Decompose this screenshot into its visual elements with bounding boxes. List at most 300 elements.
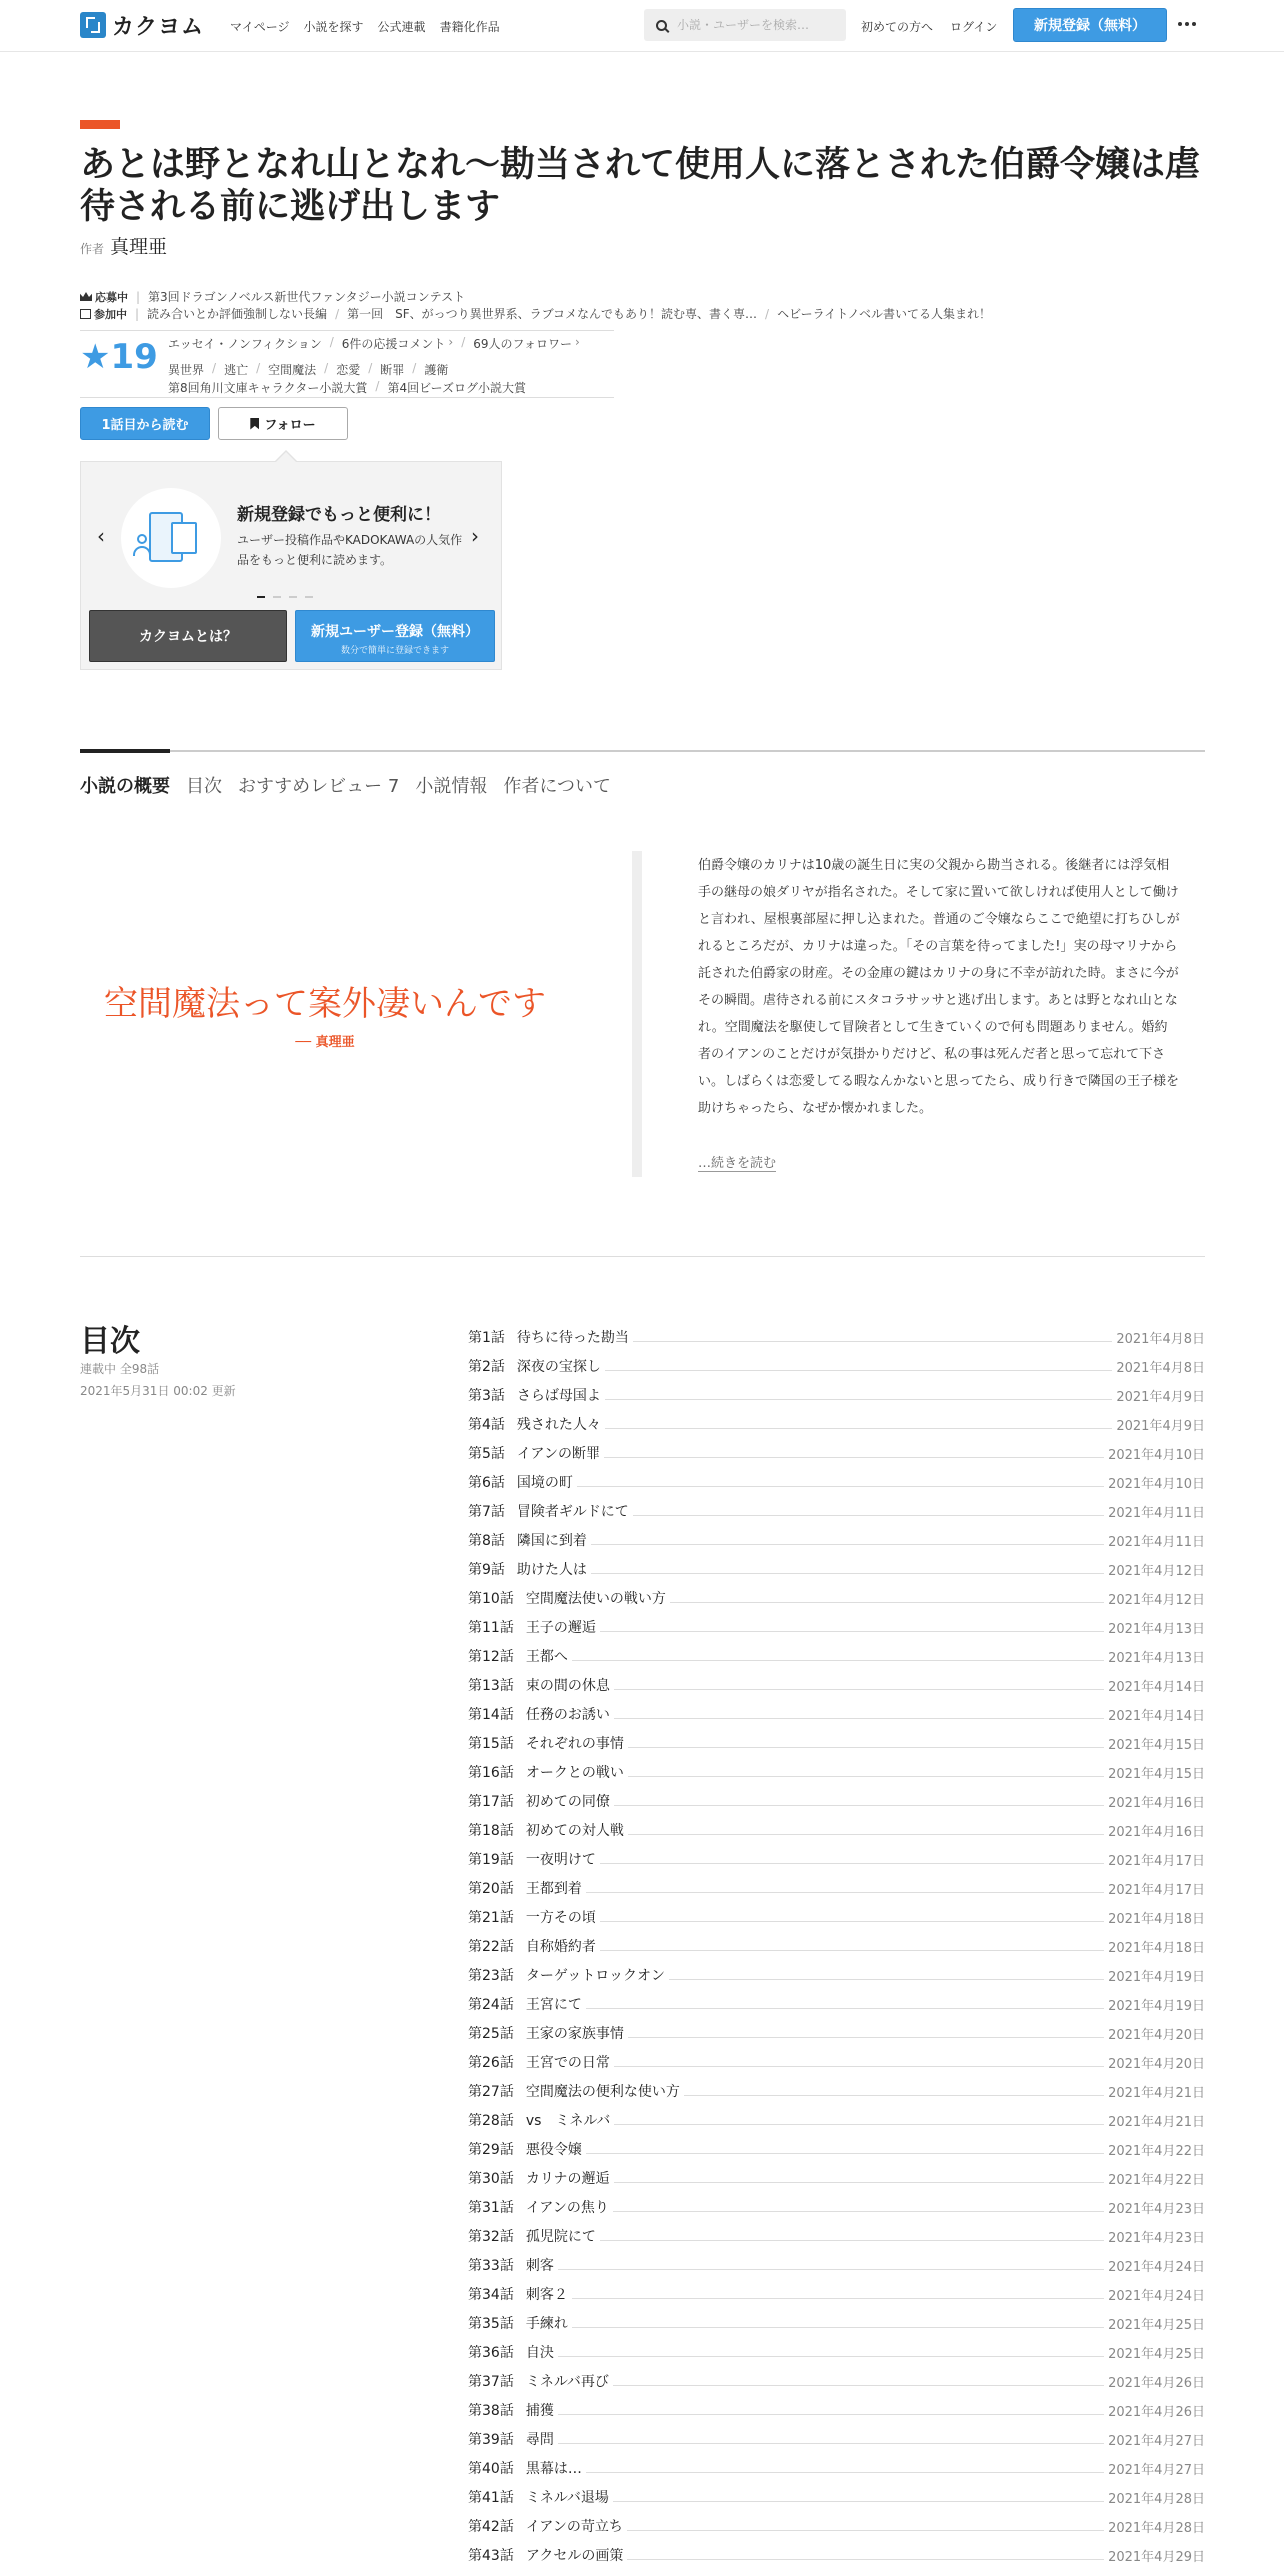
episode-title[interactable]: 手練れ (525, 2316, 568, 2332)
episode-leader-line (628, 1834, 1104, 1835)
episode-number: 第33話 (468, 2258, 514, 2274)
episode-title[interactable]: 初めての同僚 (525, 1794, 610, 1810)
episode-leader-line (614, 2066, 1104, 2067)
episode-date: 2021年4月18日 (1108, 1912, 1205, 1927)
section-divider (80, 1256, 1205, 1257)
episode-leader-line (572, 2327, 1104, 2328)
episode-title[interactable]: ターゲットロックオン (525, 1968, 665, 1984)
episode-row[interactable] (468, 2275, 1205, 2304)
episode-row[interactable] (468, 2043, 1205, 2072)
episode-row[interactable] (468, 2362, 1205, 2391)
carousel-dot[interactable] (289, 596, 297, 598)
episode-number: 第38話 (468, 2403, 514, 2419)
episode-date: 2021年4月28日 (1108, 2521, 1205, 2536)
episode-number: 第29話 (468, 2142, 514, 2158)
read-first-episode-button[interactable]: 1話目から読む (80, 407, 210, 440)
episode-date: 2021年4月13日 (1108, 1651, 1205, 1666)
search-input[interactable] (677, 18, 837, 32)
episode-leader-line (613, 2501, 1104, 2502)
catchphrase: 空間魔法って案外凄いんです (104, 984, 546, 1024)
logo-text: カクヨム (112, 14, 205, 40)
toc-heading: 目次 (80, 1324, 140, 1359)
episode-title[interactable]: 王宮での日常 (525, 2055, 610, 2071)
chevron-right-icon: › (448, 335, 454, 349)
episode-number: 第15話 (468, 1736, 514, 1752)
episode-number: 第1話 (468, 1330, 505, 1346)
header-nav (230, 18, 500, 35)
episode-date: 2021年4月27日 (1108, 2463, 1205, 2478)
episode-leader-line (558, 2414, 1104, 2415)
tag-item[interactable]: 空間魔法 (268, 363, 317, 377)
beginners-link[interactable]: 初めての方へ (861, 20, 934, 34)
tab-info[interactable]: 小説情報 (415, 776, 488, 797)
episode-title[interactable]: 束の間の休息 (525, 1678, 610, 1694)
episode-number: 第30話 (468, 2171, 514, 2187)
episode-date: 2021年4月21日 (1108, 2086, 1205, 2101)
episode-row[interactable] (468, 1898, 1205, 1927)
episode-row[interactable] (468, 1753, 1205, 1782)
episode-leader-line (614, 2124, 1104, 2125)
author-label: 作者 (80, 242, 105, 256)
episode-title[interactable]: 捕獲 (525, 2403, 554, 2419)
episode-number: 第28話 (468, 2113, 514, 2129)
episode-row[interactable] (468, 1637, 1205, 1666)
nav-search-novels[interactable]: 小説を探す (303, 20, 364, 34)
bookmark-icon (250, 418, 259, 430)
episode-date: 2021年4月9日 (1116, 1419, 1205, 1434)
episode-title[interactable]: 王都へ (525, 1649, 568, 1665)
episode-leader-line (628, 1747, 1104, 1748)
episode-title[interactable]: ミネルバ再び (525, 2374, 609, 2390)
episode-leader-line (572, 2298, 1104, 2299)
register-label: 新規ユーザー登録（無料） (311, 624, 479, 640)
episode-title[interactable]: 残された人々 (516, 1417, 601, 1433)
episode-number: 第19話 (468, 1852, 514, 1868)
episode-leader-line (600, 2240, 1104, 2241)
introduction-text: 伯爵令嬢のカリナは10歳の誕生日に実の父親から勘当される。後継者には浮気相手の継母の娘ダリヤが指名された。そして家に置いて欲しければ使用人として働けと言われ、屋根裏部屋に押し込まれた。普通のご令嬢ならここで絶望に打ちひしがれるところだが、カリナは違った。「その言葉を待ってました!」実の母マリナから託された伯爵家の財産。その金庫の鍵はカリナの身に不幸が訪れた時。まさに今がその瞬間。虐待される前にスタコラサッサと逃げ出します。あとは野となれ山となれ。空間魔法を駆使して冒険者として生きていくので何も問題ありません。婚約者のイアンのことだけが気掛かりだけど、私の事は死んだ者と思って忘れて下さい。しばらくは恋愛してる暇なんかないと思ってたら、成り行きで隣国の王子様を助けちゃったら、なぜか懐かれました。 (698, 858, 1180, 1116)
episode-leader-line (669, 1979, 1104, 1980)
episode-row[interactable] (468, 2536, 1205, 2565)
carousel-dot[interactable] (257, 596, 265, 598)
join-label: 参加中 (80, 306, 127, 322)
episode-leader-line (614, 2182, 1105, 2183)
episode-date: 2021年4月24日 (1108, 2260, 1205, 2275)
episode-row[interactable] (468, 1927, 1205, 1956)
episode-leader-line (600, 1950, 1104, 1951)
episode-title[interactable]: 自決 (525, 2345, 554, 2361)
login-link[interactable]: ログイン (950, 20, 998, 34)
episode-number: 第17話 (468, 1794, 514, 1810)
episode-leader-line (577, 1486, 1104, 1487)
episode-leader-line (586, 2008, 1104, 2009)
contest-row: 応募中 | 第3回ドラゴンノベルス新世代ファンタジー小説コンテスト (80, 288, 465, 305)
episode-number: 第22話 (468, 1939, 514, 1955)
episode-title[interactable]: 王家の家族事情 (525, 2026, 624, 2042)
episode-row[interactable] (468, 1492, 1205, 1521)
stats-line-1: エッセイ・ノンフィクション / 6件の応援コメント › / 69人のフォロワー › (168, 335, 580, 351)
event-icon (80, 309, 91, 319)
episode-row[interactable] (468, 1376, 1205, 1405)
episode-leader-line (627, 2559, 1104, 2560)
tag-item[interactable]: 逃亡 (224, 363, 249, 377)
episode-row[interactable] (468, 2246, 1205, 2275)
episode-number: 第37話 (468, 2374, 514, 2390)
tag-item[interactable]: 恋愛 (336, 363, 361, 377)
episode-title[interactable]: イアンの焦り (525, 2200, 609, 2216)
tab-overview[interactable]: 小説の概要 (80, 776, 170, 797)
episode-leader-line (627, 2530, 1104, 2531)
episode-row[interactable] (468, 1782, 1205, 1811)
episode-title[interactable]: イアンの断罪 (516, 1446, 600, 1462)
episode-row[interactable] (468, 1405, 1205, 1434)
contest-label: 応募中 (80, 289, 128, 305)
signup-promo (80, 461, 502, 670)
work-tabs (80, 772, 611, 798)
episode-leader-line (670, 1602, 1104, 1603)
episode-title[interactable]: ミネルバ退場 (525, 2490, 609, 2506)
episode-leader-line (558, 2443, 1104, 2444)
episode-date: 2021年4月25日 (1108, 2318, 1205, 2333)
episode-row[interactable] (468, 1550, 1205, 1579)
episode-date: 2021年4月14日 (1108, 1709, 1205, 1724)
episode-row[interactable] (468, 1840, 1205, 1869)
promo-illustration-icon (121, 488, 221, 588)
episode-row[interactable] (468, 1318, 1205, 1347)
episode-leader-line (614, 1805, 1104, 1806)
episode-row[interactable] (468, 2159, 1205, 2188)
chevron-right-icon[interactable]: › (471, 524, 479, 548)
episode-number: 第13話 (468, 1678, 514, 1694)
episode-date: 2021年4月9日 (1116, 1390, 1205, 1405)
episode-date: 2021年4月8日 (1116, 1332, 1205, 1347)
toc-status: 連載中 全98話 (80, 1362, 160, 1376)
genre-link[interactable]: エッセイ・ノンフィクション (168, 337, 322, 351)
episode-row[interactable] (468, 2072, 1205, 2101)
episode-number: 第32話 (468, 2229, 514, 2245)
join-link-3[interactable]: ヘビーライトノベル書いてる人集まれ！ (777, 307, 992, 321)
follow-button[interactable] (218, 407, 348, 440)
join-row: 参加中 | 読み合いとか評価強制しない長編 / 第一回 SF、がっつり異世界系、ラブコメなんでもあり！読む専、書く専… / ヘビーライトノベル書いてる人集まれ！ (80, 305, 991, 322)
episode-title[interactable]: 王子の邂逅 (525, 1620, 596, 1636)
episode-number: 第6話 (468, 1475, 505, 1491)
episode-title[interactable]: それぞれの事情 (525, 1736, 624, 1752)
episode-date: 2021年4月23日 (1108, 2231, 1205, 2246)
register-sub: 数分で簡単に登録できます (340, 646, 449, 656)
tag-list-2: 第8回角川文庫キャラクター小説大賞 / 第4回ビーズログ小説大賞 (168, 379, 527, 395)
episode-date: 2021年4月20日 (1108, 2028, 1205, 2043)
episode-leader-line (600, 1863, 1104, 1864)
episode-number: 第34話 (468, 2287, 514, 2303)
episode-row[interactable] (468, 1695, 1205, 1724)
episode-date: 2021年4月26日 (1108, 2376, 1205, 2391)
episode-number: 第7話 (468, 1504, 505, 1520)
promo-heading: 新規登録でもっと便利に！ (237, 505, 441, 525)
episode-number: 第10話 (468, 1591, 514, 1607)
episode-row[interactable] (468, 2507, 1205, 2536)
episode-number: 第12話 (468, 1649, 514, 1665)
episode-leader-line (633, 1515, 1104, 1516)
site-header (0, 0, 1284, 52)
episode-number: 第24話 (468, 1997, 514, 2013)
episode-title[interactable]: 空間魔法の便利な使い方 (525, 2084, 680, 2100)
episode-row[interactable] (468, 2391, 1205, 2420)
episode-title[interactable]: オークとの戦い (525, 1765, 624, 1781)
episode-title[interactable]: 待ちに待った勘当 (516, 1330, 629, 1346)
episode-title[interactable]: 王宮にて (525, 1997, 582, 2013)
episode-leader-line (604, 1457, 1104, 1458)
episode-number: 第31話 (468, 2200, 514, 2216)
nav-mypage[interactable]: マイページ (230, 20, 290, 34)
episode-date: 2021年4月18日 (1108, 1941, 1205, 1956)
episode-leader-line (558, 2356, 1104, 2357)
episode-number: 第43話 (468, 2548, 514, 2564)
episode-date: 2021年4月16日 (1108, 1796, 1205, 1811)
episode-title[interactable]: 空間魔法使いの戦い方 (525, 1591, 666, 1607)
episode-number: 第4話 (468, 1417, 505, 1433)
episode-title[interactable]: 尋問 (525, 2432, 554, 2448)
crown-icon (80, 292, 92, 301)
episode-number: 第35話 (468, 2316, 514, 2332)
episode-number: 第16話 (468, 1765, 514, 1781)
episode-row[interactable] (468, 1811, 1205, 1840)
episode-title[interactable]: 一夜明けて (525, 1852, 596, 1868)
episode-leader-line (605, 1399, 1112, 1400)
contest-link[interactable]: 第3回ドラゴンノベルス新世代ファンタジー小説コンテスト (148, 290, 466, 304)
episode-date: 2021年4月22日 (1108, 2144, 1205, 2159)
episode-title[interactable]: 国境の町 (516, 1475, 573, 1491)
search-box (644, 9, 846, 41)
intro-quote-bar (632, 851, 642, 1177)
episode-date: 2021年4月28日 (1108, 2492, 1205, 2507)
tag-list: 異世界 / 逃亡 / 空間魔法 / 恋愛 / 断罪 / 護衛 (168, 361, 449, 377)
comments-link[interactable]: 6件の応援コメント (341, 337, 446, 351)
episode-number: 第40話 (468, 2461, 514, 2477)
search-icon (656, 20, 667, 31)
tab-author[interactable]: 作者について (503, 776, 611, 797)
promo-text: ユーザー投稿作品やKADOKAWAの人気作品をもっと便利に読めます。 (237, 533, 463, 567)
episode-row[interactable] (468, 1869, 1205, 1898)
episode-row[interactable] (468, 2130, 1205, 2159)
kakuyomu-logo-icon (80, 12, 106, 38)
chevron-right-icon: › (574, 335, 580, 349)
episode-date: 2021年4月27日 (1108, 2434, 1205, 2449)
episode-row[interactable] (468, 1956, 1205, 1985)
episode-number: 第5話 (468, 1446, 505, 1462)
about-kakuyomu-button[interactable]: カクヨムとは？ (89, 610, 287, 662)
tag-item[interactable]: 異世界 (168, 363, 205, 377)
episode-number: 第39話 (468, 2432, 514, 2448)
toc-updated: 2021年5月31日 00:02 更新 (80, 1384, 236, 1398)
episode-row[interactable] (468, 2478, 1205, 2507)
episode-title[interactable]: 黒幕は… (525, 2461, 582, 2477)
episode-title[interactable]: 一方その頃 (525, 1910, 596, 1926)
episode-number: 第42話 (468, 2519, 514, 2535)
episode-title[interactable]: 初めての対人戦 (525, 1823, 624, 1839)
tab-active-indicator (80, 749, 170, 753)
followers-link[interactable]: 69人のフォロワー (473, 337, 572, 351)
episode-number: 第9話 (468, 1562, 505, 1578)
tabs-divider (80, 750, 1205, 752)
episode-date: 2021年4月14日 (1108, 1680, 1205, 1695)
episode-date: 2021年4月19日 (1108, 1999, 1205, 2014)
site-logo[interactable] (80, 12, 204, 38)
episode-leader-line (600, 1921, 1104, 1922)
catchphrase-author: ── 真理亜 (295, 1035, 355, 1050)
episode-row[interactable] (468, 1985, 1205, 2014)
episode-date: 2021年4月12日 (1108, 1564, 1205, 1579)
episode-title[interactable]: 任務のお誘い (525, 1707, 610, 1723)
episode-number: 第21話 (468, 1910, 514, 1926)
promo-pointer-inner (275, 452, 297, 463)
episode-row[interactable] (468, 2304, 1205, 2333)
episode-date: 2021年4月15日 (1108, 1767, 1205, 1782)
episode-title[interactable]: 悪役令嬢 (525, 2142, 582, 2158)
episode-leader-line (628, 1776, 1104, 1777)
episode-date: 2021年4月12日 (1108, 1593, 1205, 1608)
episode-number: 第3話 (468, 1388, 505, 1404)
episode-date: 2021年4月16日 (1108, 1825, 1205, 1840)
episode-row[interactable] (468, 2449, 1205, 2478)
episode-row[interactable] (468, 2014, 1205, 2043)
episode-date: 2021年4月25日 (1108, 2347, 1205, 2362)
episode-title[interactable]: 孤児院にて (525, 2229, 596, 2245)
episode-leader-line (586, 1892, 1104, 1893)
episode-title[interactable]: イアンの苛立ち (525, 2519, 623, 2535)
tab-reviews[interactable]: おすすめレビュー 7 (238, 776, 400, 797)
register-button[interactable] (295, 610, 495, 662)
episode-date: 2021年4月17日 (1108, 1883, 1205, 1898)
carousel-dot[interactable] (305, 596, 313, 598)
episode-leader-line (684, 2095, 1104, 2096)
episode-row[interactable] (468, 2188, 1205, 2217)
episode-number: 第2話 (468, 1359, 505, 1375)
episode-title[interactable]: 自称婚約者 (525, 1939, 596, 1955)
episode-title[interactable]: 助けた人は (516, 1562, 587, 1578)
episode-leader-line (586, 2472, 1104, 2473)
episode-number: 第25話 (468, 2026, 514, 2042)
episode-leader-line (614, 1689, 1104, 1690)
episode-title[interactable]: 王都到着 (525, 1881, 582, 1897)
episode-date: 2021年4月20日 (1108, 2057, 1205, 2072)
episode-leader-line (613, 2211, 1104, 2212)
episode-date: 2021年4月17日 (1108, 1854, 1205, 1869)
nav-official[interactable]: 公式連載 (377, 20, 426, 34)
episode-row[interactable] (468, 1666, 1205, 1695)
episode-row[interactable] (468, 1434, 1205, 1463)
episode-number: 第18話 (468, 1823, 514, 1839)
episode-date: 2021年4月11日 (1108, 1535, 1205, 1550)
episode-date: 2021年4月23日 (1108, 2202, 1205, 2217)
episode-number: 第27話 (468, 2084, 514, 2100)
episode-date: 2021年4月13日 (1108, 1622, 1205, 1637)
episode-title[interactable]: さらば母国よ (516, 1388, 601, 1404)
carousel-dots (257, 596, 313, 598)
tag-item[interactable]: 第8回角川文庫キャラクター小説大賞 (168, 381, 368, 395)
episode-row[interactable] (468, 1463, 1205, 1492)
episode-row[interactable] (468, 1579, 1205, 1608)
episode-leader-line (586, 2153, 1104, 2154)
episode-row[interactable] (468, 2420, 1205, 2449)
episode-row[interactable] (468, 1521, 1205, 1550)
episode-row[interactable] (468, 1347, 1205, 1376)
more-menu-icon[interactable] (1178, 22, 1196, 26)
episode-number: 第8話 (468, 1533, 505, 1549)
work-stats (80, 330, 614, 398)
episode-number: 第36話 (468, 2345, 514, 2361)
episode-date: 2021年4月8日 (1116, 1361, 1205, 1376)
episode-leader-line (613, 2385, 1104, 2386)
episode-title[interactable]: 隣国に到着 (516, 1533, 587, 1549)
episode-row[interactable] (468, 2333, 1205, 2362)
episode-leader-line (628, 2037, 1104, 2038)
episode-number: 第11話 (468, 1620, 514, 1636)
chevron-left-icon[interactable]: ‹ (97, 524, 105, 548)
episode-title[interactable]: アクセルの画策 (525, 2548, 624, 2564)
episode-leader-line (572, 1660, 1104, 1661)
read-more-link[interactable]: …続きを読む (698, 1152, 776, 1172)
episode-leader-line (614, 1718, 1104, 1719)
episode-title[interactable]: カリナの邂逅 (525, 2171, 610, 2187)
episode-number: 第23話 (468, 1968, 514, 1984)
episode-title[interactable]: 刺客２ (525, 2287, 568, 2303)
episode-date: 2021年4月24日 (1108, 2289, 1205, 2304)
episode-row[interactable] (468, 1724, 1205, 1753)
episode-date: 2021年4月21日 (1108, 2115, 1205, 2130)
episode-number: 第14話 (468, 1707, 514, 1723)
episode-date: 2021年4月10日 (1108, 1448, 1205, 1463)
episode-row[interactable] (468, 2217, 1205, 2246)
tag-item[interactable]: 第4回ビーズログ小説大賞 (387, 381, 527, 395)
episode-leader-line (558, 2269, 1104, 2270)
episode-number: 第20話 (468, 1881, 514, 1897)
carousel-dot[interactable] (273, 596, 281, 598)
episode-leader-line (591, 1544, 1104, 1545)
episode-title[interactable]: vs ミネルバ (525, 2113, 611, 2129)
nav-books[interactable]: 書籍化作品 (439, 20, 500, 34)
tag-item[interactable]: 護衛 (424, 363, 449, 377)
star-score[interactable]: ★19 (80, 337, 158, 377)
episode-date: 2021年4月19日 (1108, 1970, 1205, 1985)
join-link-1[interactable]: 読み合いとか評価強制しない長編 (147, 307, 328, 321)
episode-row[interactable] (468, 2101, 1205, 2130)
author-link[interactable]: 真理亜 (110, 236, 168, 258)
episode-list (468, 1318, 1205, 2565)
follow-label: フォロー (264, 418, 316, 433)
episode-date: 2021年4月29日 (1108, 2550, 1205, 2565)
tab-toc[interactable]: 目次 (186, 776, 222, 797)
work-title: あとは野となれ山となれ～勘当されて使用人に落とされた伯爵令嬢は虐待される前に逃げ出します (80, 145, 1201, 227)
episode-title[interactable]: 冒険者ギルドにて (516, 1504, 629, 1520)
episode-date: 2021年4月10日 (1108, 1477, 1205, 1492)
author-row (80, 232, 167, 259)
episode-leader-line (633, 1341, 1112, 1342)
tag-item[interactable]: 断罪 (380, 363, 405, 377)
episode-date: 2021年4月26日 (1108, 2405, 1205, 2420)
episode-leader-line (605, 1370, 1112, 1371)
episode-number: 第26話 (468, 2055, 514, 2071)
episode-leader-line (605, 1428, 1112, 1429)
episode-title[interactable]: 刺客 (525, 2258, 554, 2274)
episode-row[interactable] (468, 1608, 1205, 1637)
join-link-2[interactable]: 第一回 SF、がっつり異世界系、ラブコメなんでもあり！読む専、書く専… (347, 307, 758, 321)
signup-button[interactable]: 新規登録（無料） (1013, 8, 1167, 42)
episode-leader-line (600, 1631, 1104, 1632)
episode-date: 2021年4月22日 (1108, 2173, 1205, 2188)
title-accent-bar (80, 120, 120, 129)
episode-date: 2021年4月11日 (1108, 1506, 1205, 1521)
episode-title[interactable]: 深夜の宝探し (516, 1359, 601, 1375)
episode-number: 第41話 (468, 2490, 514, 2506)
